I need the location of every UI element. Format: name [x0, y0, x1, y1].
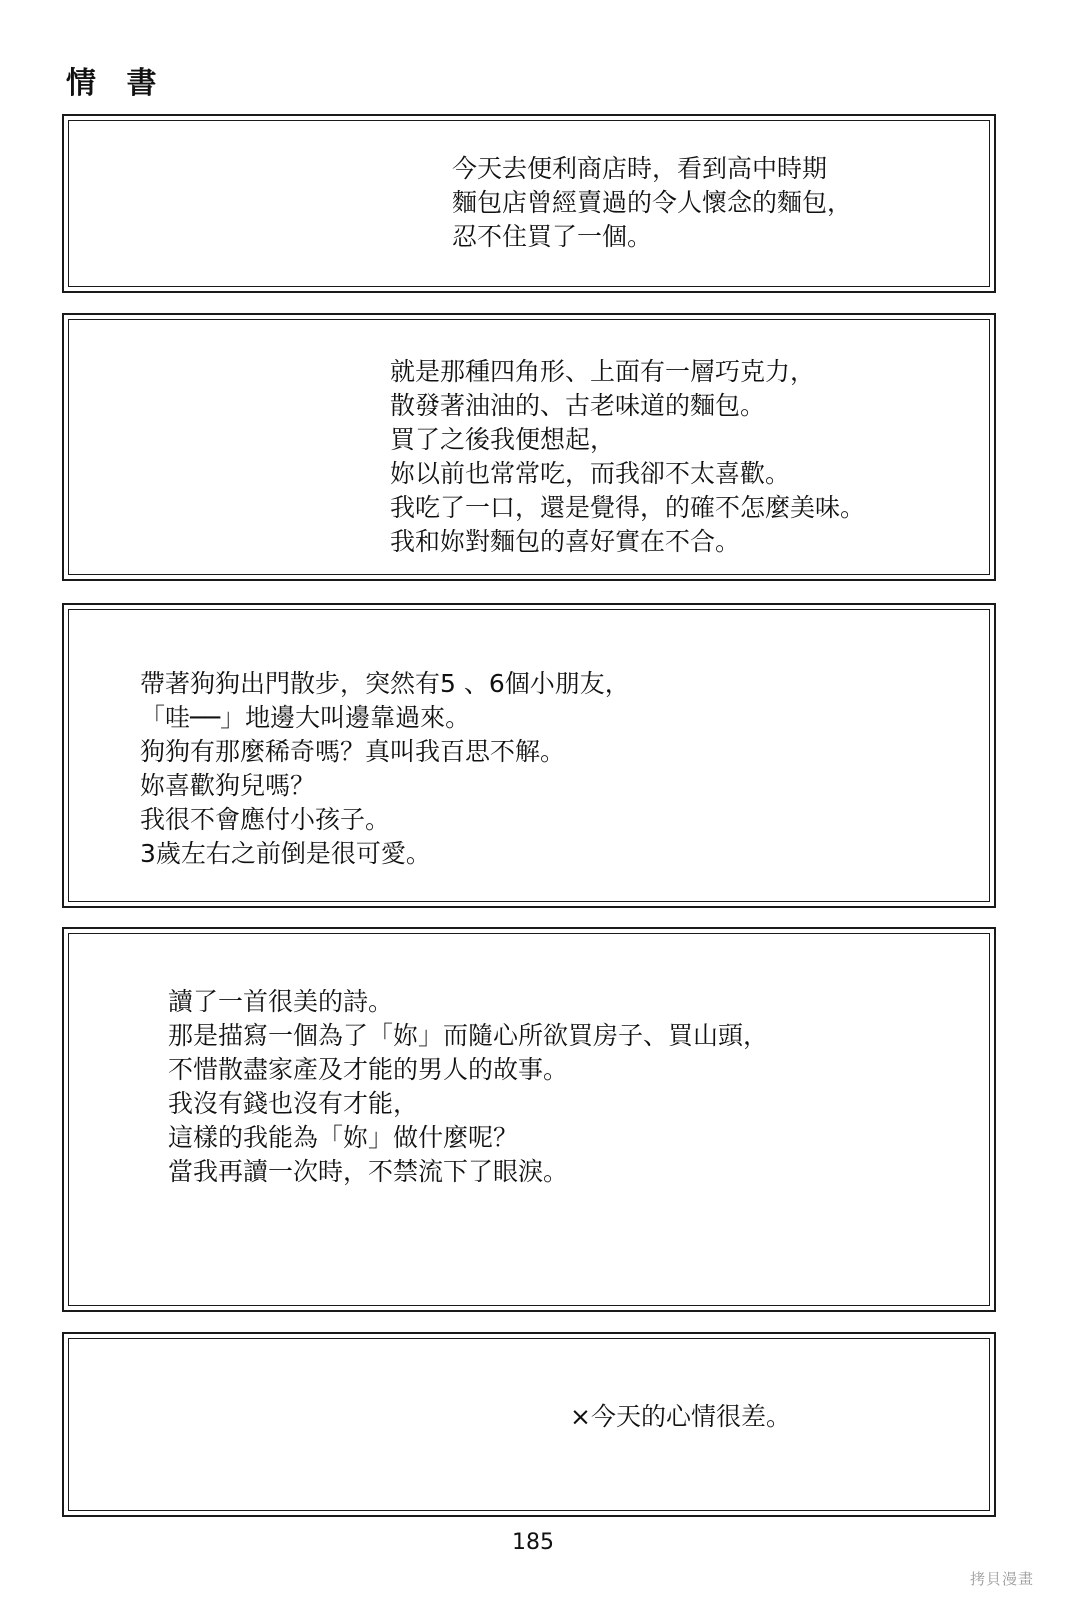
watermark: 拷貝漫畫: [969, 1570, 1034, 1588]
panel-2-text: 就是那種四角形、上面有一層巧克力， 散發著油油的、古老味道的麵包。 買了之後我便想起， 妳以前也常常吃，而我卻不太喜歡。 我吃了一口，還是覺得，的確不怎麼美味。 我和妳對麵包的喜好實在不合。: [390, 357, 866, 556]
page-number: 185: [512, 1530, 554, 1555]
panel-1-text: 今天去便利商店時，看到高中時期 麵包店曾經賣過的令人懷念的麵包， 忍不住買了一個。: [452, 154, 853, 251]
page-title: 情 書: [66, 66, 167, 101]
text-panel-3: [62, 603, 996, 908]
text-panel-4: [62, 927, 996, 1312]
panel-5-text: ×今天的心情很差。: [570, 1402, 791, 1431]
panel-3-text: 帶著狗狗出門散步，突然有5 、6個小朋友， 「哇──」地邊大叫邊靠過來。 狗狗有那麼稀奇嗎？真叫我百思不解。 妳喜歡狗兒嗎？ 我很不會應付小孩子。 3歲左右之前倒是很可愛。: [140, 669, 630, 868]
panel-4-text: 讀了一首很美的詩。 那是描寫一個為了「妳」而隨心所欲買房子、買山頭， 不惜散盡家產及才能的男人的故事。 我沒有錢也沒有才能， 這樣的我能為「妳」做什麼呢？ 當我再讀一次時，不禁流下了眼淚。: [168, 987, 769, 1186]
text-panel-5: [62, 1332, 996, 1517]
text-panel-1: [62, 114, 996, 293]
text-panel-2: [62, 313, 996, 581]
